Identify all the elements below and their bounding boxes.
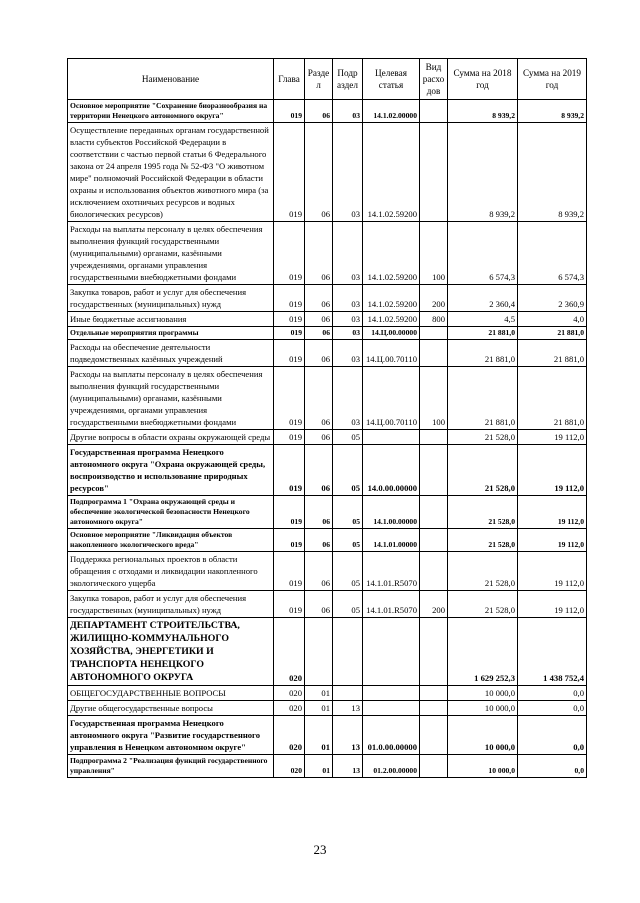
cell-glava: 019	[274, 367, 305, 430]
table-row	[68, 123, 587, 222]
table-row	[68, 340, 587, 367]
cell-name: Поддержка региональных проектов в области обращения с отходами и ликвидации накопленного экологического ущерба	[68, 552, 274, 591]
cell-razdel: 06	[305, 340, 333, 367]
table-row	[68, 755, 587, 778]
cell-sum-2019: 1 438 752,4	[518, 618, 587, 686]
cell-target: 01.2.00.00000	[363, 755, 420, 778]
table-row	[68, 367, 587, 430]
cell-razdel: 06	[305, 100, 333, 123]
cell-sum-2019: 0,0	[518, 755, 587, 778]
cell-razdel: 01	[305, 716, 333, 755]
cell-name: Государственная программа Ненецкого автономного округа "Охрана окружающей среды, воспроизводство и использование природных ресурсов"	[68, 445, 274, 496]
cell-sum-2018: 21 881,0	[448, 340, 518, 367]
cell-podrazdel: 03	[333, 312, 363, 327]
cell-podrazdel: 03	[333, 100, 363, 123]
cell-vid	[420, 123, 448, 222]
table-row	[68, 312, 587, 327]
cell-razdel: 06	[305, 496, 333, 529]
cell-name: Отдельные мероприятия программы	[68, 327, 274, 340]
table-body	[68, 100, 587, 778]
cell-glava: 019	[274, 222, 305, 285]
cell-name: Другие вопросы в области охраны окружающей среды	[68, 430, 274, 445]
cell-sum-2019: 19 112,0	[518, 430, 587, 445]
header-razdel: Разде л	[305, 59, 333, 100]
cell-sum-2018: 21 881,0	[448, 367, 518, 430]
cell-name: ОБЩЕГОСУДАРСТВЕННЫЕ ВОПРОСЫ	[68, 686, 274, 701]
cell-target: 14.1.02.59200	[363, 123, 420, 222]
cell-target: 14.1.01.00000	[363, 529, 420, 552]
cell-razdel: 06	[305, 591, 333, 618]
cell-target: 14.1.01.R5070	[363, 552, 420, 591]
cell-podrazdel	[333, 618, 363, 686]
cell-podrazdel: 03	[333, 340, 363, 367]
cell-podrazdel	[333, 686, 363, 701]
cell-sum-2019: 0,0	[518, 686, 587, 701]
cell-vid: 100	[420, 367, 448, 430]
cell-target	[363, 686, 420, 701]
cell-sum-2018: 21 528,0	[448, 591, 518, 618]
header-sum-2019: Сумма на 2019 год	[518, 59, 587, 100]
cell-glava: 019	[274, 123, 305, 222]
cell-name: Подпрограмма 1 "Охрана окружающей среды и обеспечение экологической безопасности Ненецкого автономного округа"	[68, 496, 274, 529]
cell-sum-2018: 21 528,0	[448, 496, 518, 529]
cell-sum-2019: 19 112,0	[518, 496, 587, 529]
budget-table	[67, 58, 587, 778]
cell-sum-2018: 21 881,0	[448, 327, 518, 340]
header-name: Наименование	[68, 59, 274, 100]
table-row	[68, 327, 587, 340]
cell-name: Подпрограмма 2 "Реализация функций государственного управления"	[68, 755, 274, 778]
cell-vid	[420, 529, 448, 552]
cell-razdel: 06	[305, 529, 333, 552]
cell-razdel: 06	[305, 430, 333, 445]
cell-sum-2019: 0,0	[518, 701, 587, 716]
cell-sum-2019: 6 574,3	[518, 222, 587, 285]
cell-razdel: 01	[305, 755, 333, 778]
cell-sum-2018: 10 000,0	[448, 686, 518, 701]
cell-razdel: 06	[305, 312, 333, 327]
cell-vid	[420, 618, 448, 686]
cell-podrazdel: 03	[333, 285, 363, 312]
cell-glava: 019	[274, 285, 305, 312]
cell-sum-2019: 8 939,2	[518, 100, 587, 123]
cell-razdel: 06	[305, 123, 333, 222]
cell-sum-2019: 19 112,0	[518, 445, 587, 496]
cell-target: 14.0.00.00000	[363, 445, 420, 496]
cell-target: 01.0.00.00000	[363, 716, 420, 755]
cell-name: Закупка товаров, работ и услуг для обеспечения государственных (муниципальных) нужд	[68, 285, 274, 312]
cell-sum-2018: 21 528,0	[448, 445, 518, 496]
cell-target	[363, 618, 420, 686]
header-podrazdel: Подр аздел	[333, 59, 363, 100]
cell-podrazdel: 05	[333, 496, 363, 529]
cell-sum-2018: 8 939,2	[448, 123, 518, 222]
table-row	[68, 716, 587, 755]
cell-vid	[420, 340, 448, 367]
cell-razdel: 01	[305, 686, 333, 701]
cell-sum-2018: 2 360,4	[448, 285, 518, 312]
cell-glava: 020	[274, 716, 305, 755]
cell-glava: 019	[274, 340, 305, 367]
cell-razdel	[305, 618, 333, 686]
cell-sum-2018: 10 000,0	[448, 701, 518, 716]
cell-glava: 020	[274, 686, 305, 701]
cell-vid: 200	[420, 285, 448, 312]
table-row	[68, 285, 587, 312]
cell-podrazdel: 05	[333, 430, 363, 445]
cell-name: Осуществление переданных органам государственной власти субъектов Российской Федерации в соответствии с частью первой статьи 6 Федерального закона от 24 апреля 1995 года № 52-ФЗ "О животном мире" полномочий Российской Федерации в области охраны и использования объектов животного мира (за исключением охотничьих ресурсов и водных биологических ресурсов)	[68, 123, 274, 222]
cell-name: Закупка товаров, работ и услуг для обеспечения государственных (муниципальных) нужд	[68, 591, 274, 618]
header-target: Целевая статья	[363, 59, 420, 100]
table-row	[68, 552, 587, 591]
cell-glava: 019	[274, 552, 305, 591]
cell-target: 14.Ц.00.70110	[363, 367, 420, 430]
cell-vid	[420, 552, 448, 591]
cell-name: Основное мероприятие "Сохранение биоразнообразия на территории Ненецкого автономного округа"	[68, 100, 274, 123]
cell-razdel: 06	[305, 222, 333, 285]
cell-sum-2019: 4,0	[518, 312, 587, 327]
cell-name: Иные бюджетные ассигнования	[68, 312, 274, 327]
cell-sum-2018: 8 939,2	[448, 100, 518, 123]
cell-name: Расходы на выплаты персоналу в целях обеспечения выполнения функций государственными (муниципальными) органами, казёнными учреждениями, органами управления государственными внебюджетными фондами	[68, 222, 274, 285]
cell-razdel: 06	[305, 327, 333, 340]
cell-sum-2018: 10 000,0	[448, 755, 518, 778]
cell-sum-2018: 21 528,0	[448, 552, 518, 591]
cell-podrazdel: 03	[333, 222, 363, 285]
cell-sum-2019: 8 939,2	[518, 123, 587, 222]
table-row	[68, 445, 587, 496]
cell-name: Другие общегосударственные вопросы	[68, 701, 274, 716]
cell-vid	[420, 755, 448, 778]
cell-glava: 020	[274, 701, 305, 716]
cell-name: Основное мероприятие "Ликвидация объектов накопленного экологического вреда"	[68, 529, 274, 552]
cell-vid	[420, 496, 448, 529]
cell-sum-2019: 2 360,9	[518, 285, 587, 312]
cell-glava: 019	[274, 430, 305, 445]
cell-vid: 100	[420, 222, 448, 285]
cell-razdel: 06	[305, 285, 333, 312]
cell-podrazdel: 03	[333, 123, 363, 222]
cell-target: 14.Ц.00.00000	[363, 327, 420, 340]
cell-glava: 019	[274, 312, 305, 327]
header-sum-2018: Сумма на 2018 год	[448, 59, 518, 100]
page-number: 23	[313, 842, 327, 857]
cell-vid: 800	[420, 312, 448, 327]
header-vid: Вид расхо дов	[420, 59, 448, 100]
cell-sum-2018: 6 574,3	[448, 222, 518, 285]
table-row	[68, 100, 587, 123]
cell-target	[363, 430, 420, 445]
cell-razdel: 06	[305, 367, 333, 430]
cell-podrazdel: 05	[333, 529, 363, 552]
table-row	[68, 701, 587, 716]
cell-podrazdel: 03	[333, 327, 363, 340]
cell-sum-2019: 0,0	[518, 716, 587, 755]
cell-target: 14.1.00.00000	[363, 496, 420, 529]
cell-razdel: 06	[305, 445, 333, 496]
table-row	[68, 591, 587, 618]
cell-target	[363, 701, 420, 716]
cell-vid	[420, 430, 448, 445]
cell-glava: 020	[274, 618, 305, 686]
cell-glava: 019	[274, 327, 305, 340]
cell-razdel: 01	[305, 701, 333, 716]
cell-podrazdel: 13	[333, 755, 363, 778]
cell-podrazdel: 03	[333, 367, 363, 430]
cell-sum-2019: 19 112,0	[518, 591, 587, 618]
cell-sum-2018: 4,5	[448, 312, 518, 327]
cell-podrazdel: 05	[333, 591, 363, 618]
cell-podrazdel: 13	[333, 701, 363, 716]
cell-name: Расходы на выплаты персоналу в целях обеспечения выполнения функций государственными (муниципальными) органами, казёнными учреждениями, органами управления государственными внебюджетными фондами	[68, 367, 274, 430]
cell-sum-2018: 21 528,0	[448, 529, 518, 552]
table-row	[68, 686, 587, 701]
cell-name: Государственная программа Ненецкого автономного округа "Развитие государственного управления в Ненецком автономном округе"	[68, 716, 274, 755]
cell-vid	[420, 701, 448, 716]
cell-glava: 019	[274, 445, 305, 496]
cell-vid	[420, 445, 448, 496]
cell-podrazdel: 05	[333, 552, 363, 591]
cell-target: 14.1.01.R5070	[363, 591, 420, 618]
cell-glava: 019	[274, 591, 305, 618]
cell-glava: 019	[274, 529, 305, 552]
table-row	[68, 618, 587, 686]
cell-sum-2019: 19 112,0	[518, 529, 587, 552]
table-header	[68, 59, 587, 100]
cell-vid	[420, 327, 448, 340]
table-row	[68, 222, 587, 285]
cell-vid	[420, 716, 448, 755]
cell-razdel: 06	[305, 552, 333, 591]
cell-sum-2019: 21 881,0	[518, 327, 587, 340]
cell-glava: 020	[274, 755, 305, 778]
cell-target: 14.1.02.59200	[363, 285, 420, 312]
cell-glava: 019	[274, 496, 305, 529]
cell-name: Расходы на обеспечение деятельности подведомственных казённых учреждений	[68, 340, 274, 367]
cell-target: 14.1.02.59200	[363, 222, 420, 285]
cell-glava: 019	[274, 100, 305, 123]
table-row	[68, 430, 587, 445]
cell-sum-2019: 19 112,0	[518, 552, 587, 591]
cell-name: ДЕПАРТАМЕНТ СТРОИТЕЛЬСТВА, ЖИЛИЩНО-КОММУНАЛЬНОГО ХОЗЯЙСТВА, ЭНЕРГЕТИКИ И ТРАНСПОРТА НЕНЕЦКОГО АВТОНОМНОГО ОКРУГА	[68, 618, 274, 686]
cell-vid: 200	[420, 591, 448, 618]
cell-podrazdel: 05	[333, 445, 363, 496]
table-row	[68, 496, 587, 529]
cell-podrazdel: 13	[333, 716, 363, 755]
header-glava: Глава	[274, 59, 305, 100]
cell-sum-2019: 21 881,0	[518, 367, 587, 430]
cell-vid	[420, 686, 448, 701]
cell-target: 14.1.02.00000	[363, 100, 420, 123]
cell-target: 14.Ц.00.70110	[363, 340, 420, 367]
cell-vid	[420, 100, 448, 123]
table-row	[68, 529, 587, 552]
cell-target: 14.1.02.59200	[363, 312, 420, 327]
cell-sum-2018: 1 629 252,3	[448, 618, 518, 686]
cell-sum-2019: 21 881,0	[518, 340, 587, 367]
cell-sum-2018: 10 000,0	[448, 716, 518, 755]
cell-sum-2018: 21 528,0	[448, 430, 518, 445]
